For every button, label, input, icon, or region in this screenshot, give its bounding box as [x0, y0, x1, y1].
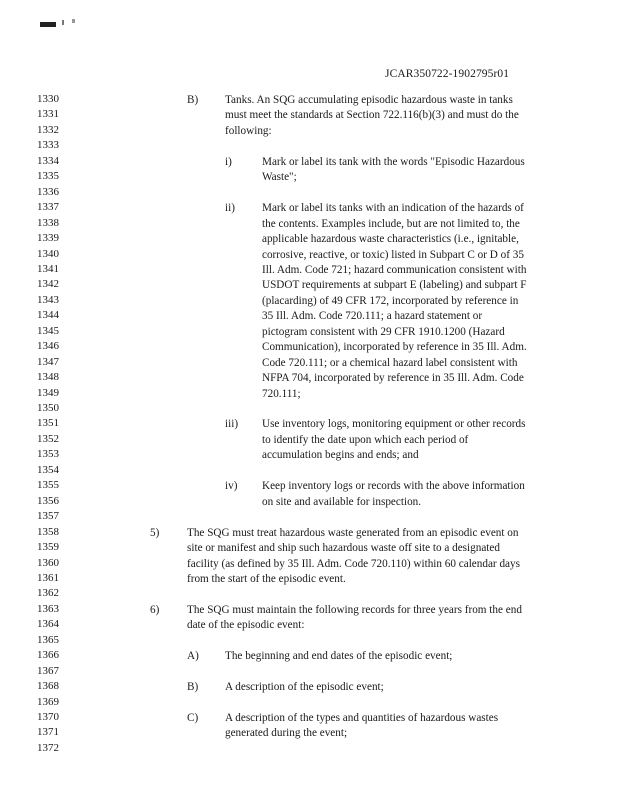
line-number: 1363 [37, 602, 59, 615]
item-label: 6) [150, 603, 160, 616]
line-number: 1362 [37, 587, 59, 600]
line-number: 1369 [37, 695, 59, 708]
line-number: 1348 [37, 371, 59, 384]
line-number: 1345 [37, 324, 59, 337]
line-number: 1358 [37, 525, 59, 538]
text-line: Waste"; [262, 171, 297, 184]
line-number: 1355 [37, 479, 59, 492]
text-line: NFPA 704, incorporated by reference in 35 Ill. Adm. Code [262, 372, 524, 385]
text-line: Tanks. An SQG accumulating episodic hazardous waste in tanks [225, 94, 513, 106]
item-label: ii) [225, 202, 235, 215]
line-number: 1338 [37, 216, 59, 229]
line-number: 1360 [37, 556, 59, 569]
line-number: 1334 [37, 154, 59, 167]
line-number: 1354 [37, 463, 59, 476]
text-line: from the start of the episodic event. [187, 572, 346, 585]
text-line: 720.111; [262, 387, 301, 400]
item-label: iii) [225, 418, 239, 431]
line-number: 1368 [37, 680, 59, 693]
text-line: must meet the standards at Section 722.116(b)(3) and must do the [225, 109, 519, 122]
line-number: 1340 [37, 247, 59, 260]
text-line: A description of the types and quantities of hazardous wastes [225, 712, 499, 724]
text-line: Use inventory logs, monitoring equipment or other records [262, 418, 526, 431]
item-label: iv) [225, 480, 238, 493]
line-number: 1353 [37, 448, 59, 461]
line-number: 1341 [37, 262, 59, 275]
line-number: 1372 [37, 741, 59, 754]
line-number: 1352 [37, 432, 59, 445]
item-label: C) [187, 712, 199, 724]
line-number: 1351 [37, 417, 59, 430]
text-line: Code 720.111; or a chemical hazard label consistent with [262, 356, 518, 369]
text-line: The beginning and end dates of the episodic event; [225, 650, 453, 663]
text-line: the contents. Examples include, but are not limited to, the [262, 217, 520, 230]
scan-corner-speck [72, 19, 75, 23]
line-number: 1371 [37, 726, 59, 739]
line-number: 1367 [37, 664, 59, 677]
line-number: 1356 [37, 494, 59, 507]
line-number: 1337 [37, 201, 59, 214]
line-number: 1331 [37, 108, 59, 121]
line-number: 1343 [37, 293, 59, 306]
item-label: i) [225, 155, 232, 168]
line-number: 1366 [37, 649, 59, 662]
text-line: accumulation begins and ends; and [262, 449, 419, 462]
line-number: 1361 [37, 571, 59, 584]
text-line: Mark or label its tank with the words "Episodic Hazardous [262, 155, 525, 168]
item-label: A) [187, 650, 199, 663]
text-line: facility (as defined by 35 Ill. Adm. Code 720.110) within 60 calendar days [187, 557, 520, 570]
scan-corner-mark [40, 22, 56, 27]
text-line: generated during the event; [225, 727, 348, 740]
text-line: pictogram consistent with 29 CFR 1910.1200 (Hazard [262, 325, 505, 338]
line-number: 1330 [37, 93, 59, 105]
line-number: 1364 [37, 618, 59, 631]
text-line: Mark or label its tanks with an indication of the hazards of [262, 202, 524, 215]
item-label: B) [187, 681, 199, 694]
text-line: to identify the date upon which each period of [262, 433, 469, 446]
line-number: 1365 [37, 633, 59, 646]
text-line: Ill. Adm. Code 721; hazard communication consistent with [262, 263, 527, 276]
text-line: following: [225, 124, 272, 137]
text-line: Keep inventory logs or records with the above information [262, 480, 525, 493]
line-number: 1333 [37, 139, 59, 152]
line-number: 1370 [37, 711, 59, 723]
text-line: corrosive, reactive, or toxic) listed in Subpart C or D of 35 [262, 248, 524, 261]
line-number: 1339 [37, 232, 59, 245]
line-number: 1346 [37, 340, 59, 353]
line-number: 1344 [37, 309, 59, 322]
text-line: 35 Ill. Adm. Code 720.111; a hazard statement or [262, 310, 483, 323]
scan-corner-speck [62, 20, 64, 25]
text-line: Communication), incorporated by reference in 35 Ill. Adm. [262, 341, 527, 354]
line-number: 1357 [37, 510, 59, 523]
item-label: B) [187, 94, 199, 106]
line-number: 1350 [37, 402, 59, 414]
line-number: 1335 [37, 170, 59, 183]
text-line: (placarding) of 49 CFR 172, incorporated by reference in [262, 294, 519, 307]
line-number: 1342 [37, 278, 59, 291]
text-line: applicable hazardous waste characteristics (i.e., ignitable, [262, 233, 519, 246]
line-number: 1336 [37, 185, 59, 198]
document-code: JCAR350722-1902795r01 [385, 68, 510, 80]
line-number: 1347 [37, 355, 59, 368]
item-label: 5) [150, 526, 160, 539]
text-line: USDOT requirements at subpart E (labeling) and subpart F [262, 279, 527, 292]
line-number: 1359 [37, 541, 59, 554]
text-line: on site and available for inspection. [262, 495, 422, 508]
line-number: 1349 [37, 386, 59, 399]
text-line: A description of the episodic event; [225, 681, 384, 694]
text-line: The SQG must treat hazardous waste generated from an episodic event on [187, 526, 519, 539]
text-line: The SQG must maintain the following records for three years from the end [187, 603, 522, 616]
text-line: date of the episodic event: [187, 619, 305, 632]
line-number: 1332 [37, 123, 59, 136]
text-line: site or manifest and ship such hazardous waste off site to a designated [187, 542, 500, 555]
